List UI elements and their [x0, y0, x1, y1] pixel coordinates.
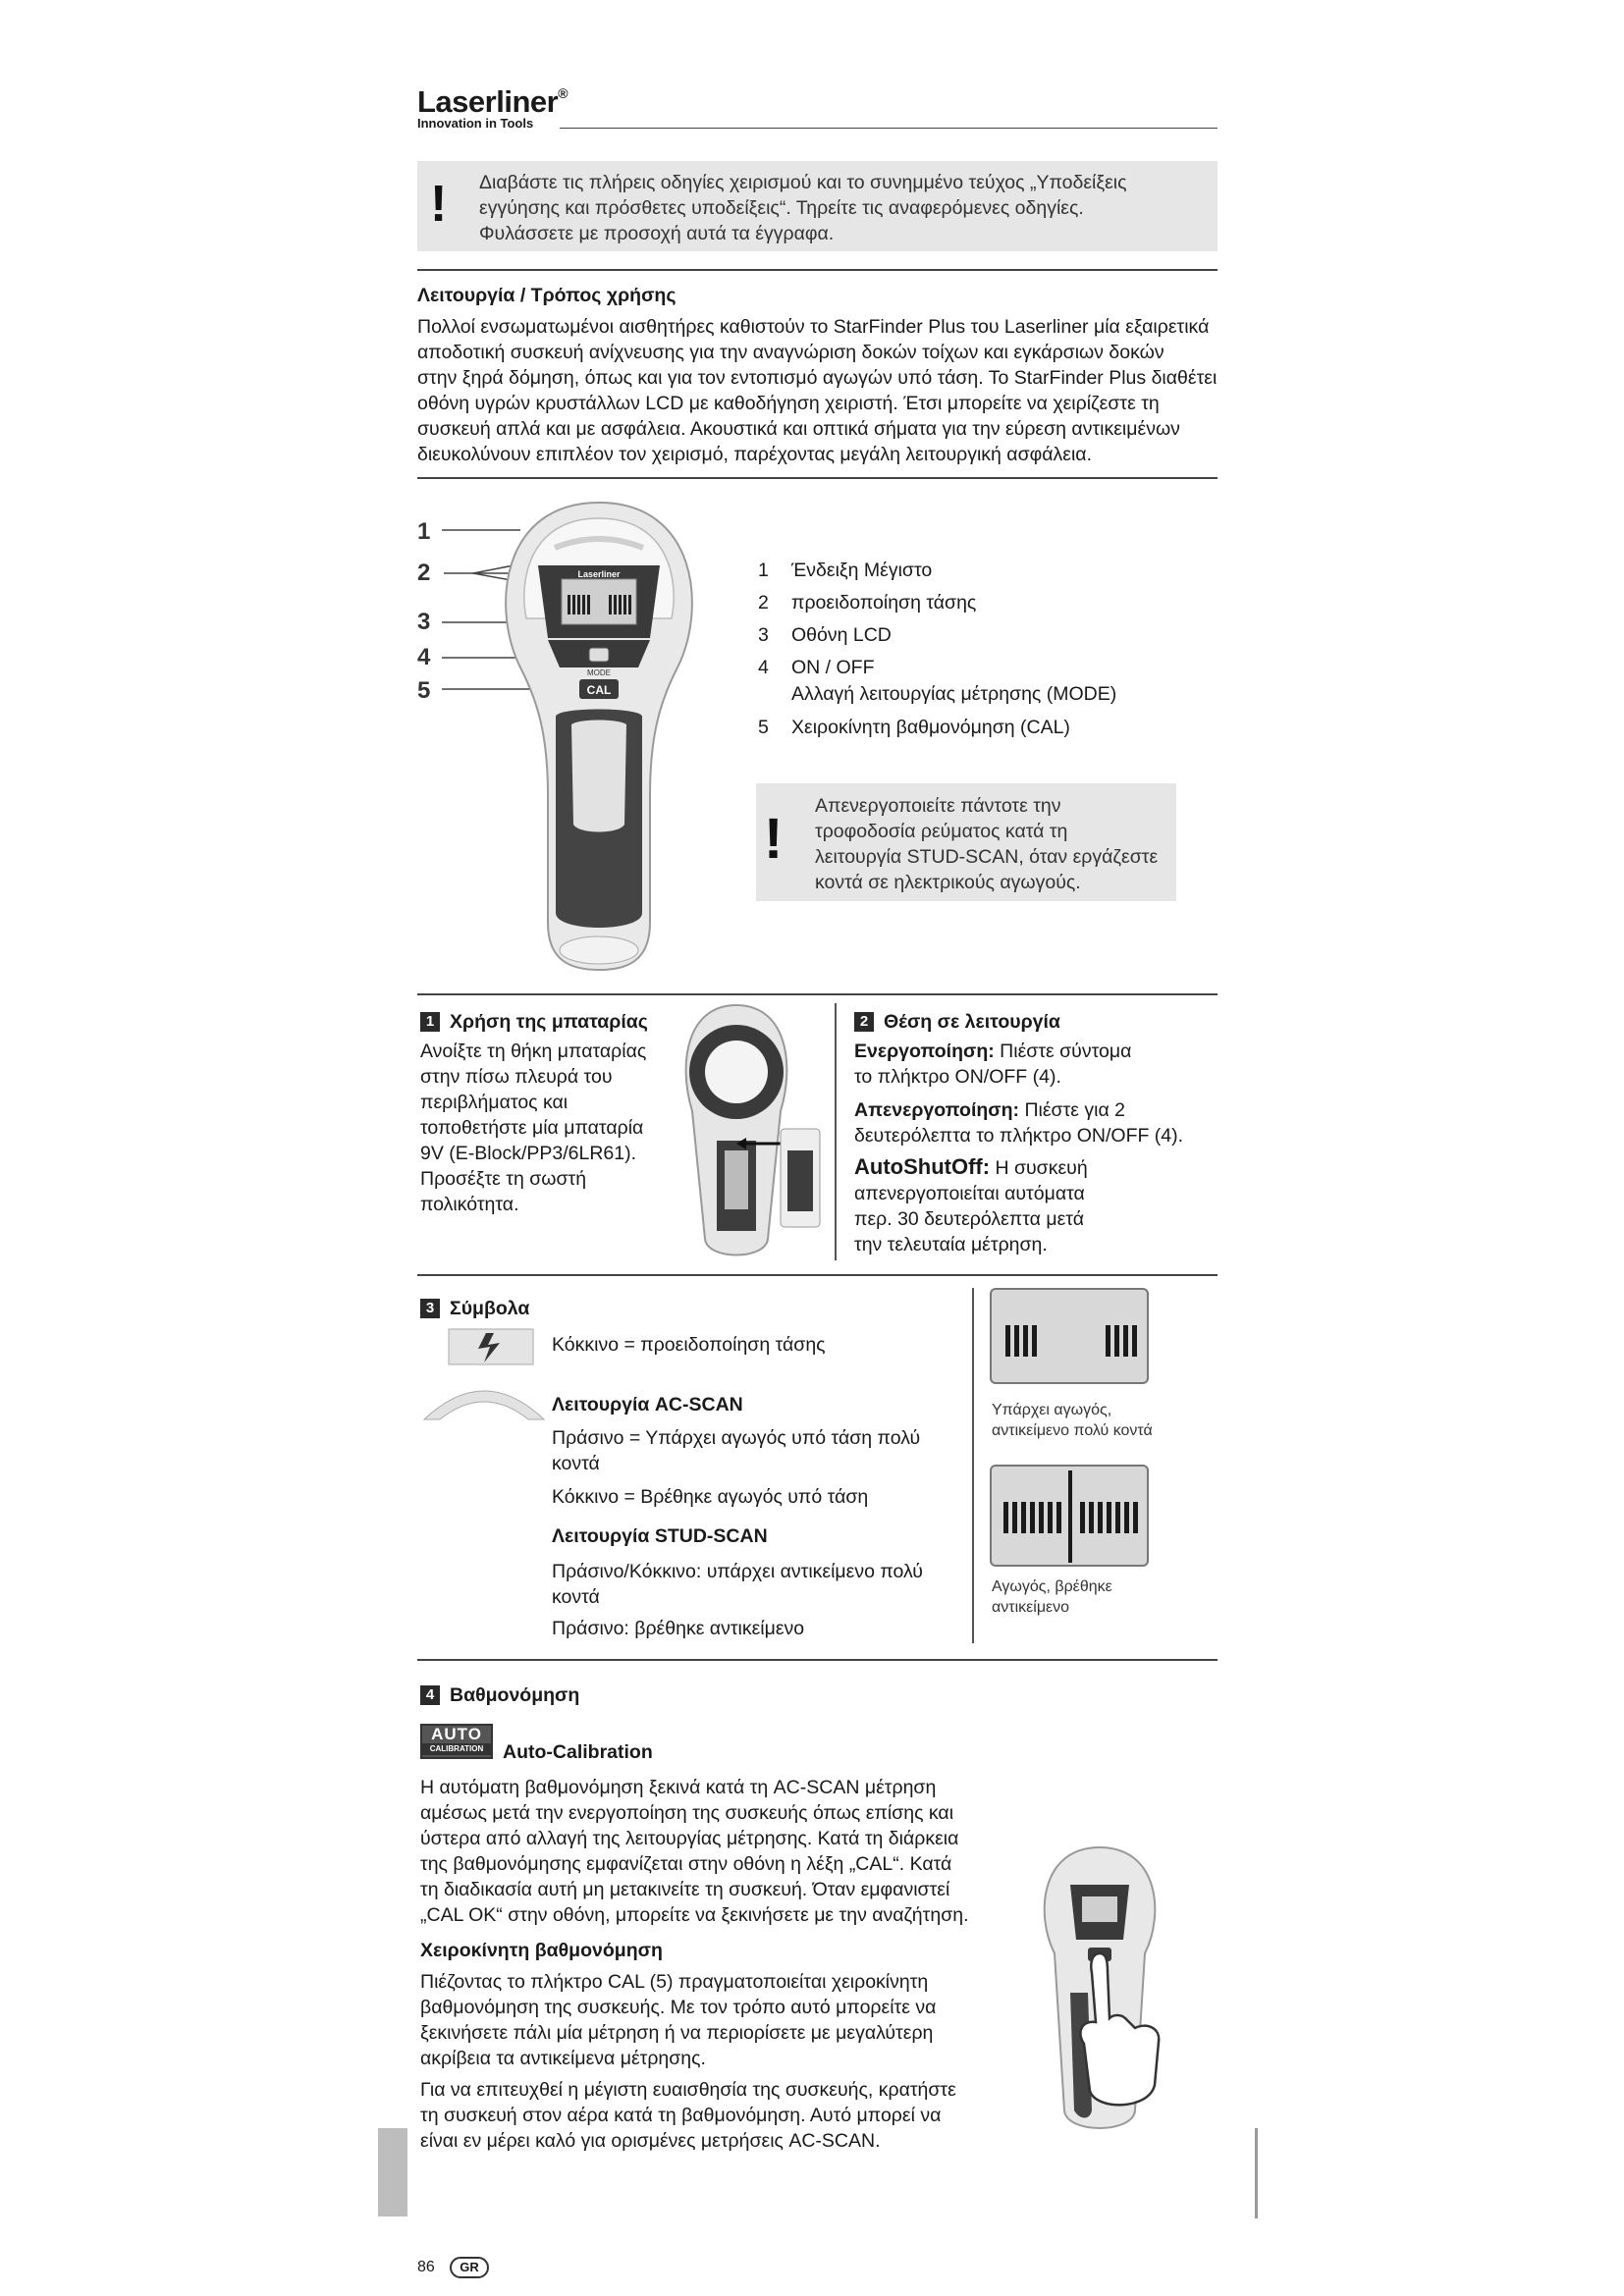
- page-number: 86: [417, 2259, 435, 2275]
- parts-list-item: 2 προειδοποίηση τάσης: [758, 592, 977, 614]
- section2-heading: [854, 1011, 1060, 1034]
- section1-line: Ανοίξτε τη θήκη μπαταρίας: [420, 1041, 647, 1062]
- stud-green-text: Πράσινο: βρέθηκε αντικείμενο: [552, 1618, 805, 1639]
- section1-line: στην πίσω πλευρά του: [420, 1066, 613, 1088]
- lcd-found-display: [990, 1465, 1149, 1567]
- section1-title: Χρήση της μπαταρίας: [450, 1011, 648, 1033]
- section4-heading: [420, 1684, 579, 1707]
- cal-button-label: CAL: [586, 683, 612, 697]
- stud-gr-text: Πράσινο/Κόκκινο: υπάρχει αντικείμενο πολύ κοντά: [552, 1561, 923, 1608]
- section2-title: Θέση σε λειτουργία: [884, 1011, 1060, 1033]
- section1-heading: [420, 1011, 648, 1034]
- section2-off: Απενεργοποίηση: Πιέστε για 2 δευτερόλεπτα το πλήκτρο ON/OFF (4).: [854, 1099, 1184, 1147]
- language-badge: GR: [450, 2257, 489, 2278]
- section-rule: [417, 993, 1218, 995]
- device-illustration: [432, 501, 727, 972]
- section-rule: [417, 477, 1218, 479]
- section-rule: [417, 1274, 1218, 1276]
- red-voltage-text: Κόκκινο = προειδοποίηση τάσης: [552, 1334, 826, 1356]
- intro-warning-text: [479, 170, 1127, 246]
- warning-icon: !: [764, 807, 784, 871]
- section-rule: [417, 1659, 1218, 1661]
- function-line: διευκολύνουν επιπλέον τον χειρισμό, παρέχοντας μεγάλη λειτουργική ασφάλεια.: [417, 444, 1092, 465]
- section3-title: Σύμβολα: [450, 1298, 530, 1319]
- section2-autoshutoff: AutoShutOff: Η συσκευή απενεργοποιείται αυτόματα περ. 30 δευτερόλεπτα μετά την τελευταία μέτρηση.: [854, 1154, 1088, 1255]
- mode-label: MODE: [587, 668, 611, 677]
- sensitivity-text: Για να επιτευχθεί η μέγιστη ευαισθησία της συσκευής, κρατήστε τη συσκευή στον αέρα κατά τη βαθμονόμηση. Αυτό μπορεί να είναι εν μέρει καλό για ορισμένες μετρήσεις AC-SCAN.: [420, 2079, 956, 2152]
- section1-text: [420, 1039, 646, 1217]
- battery-illustration: [668, 1003, 835, 1268]
- auto-calibration-text: Η αυτόματη βαθμονόμηση ξεκινά κατά τη AC-SCAN μέτρηση αμέσως μετά την ενεργοποίηση της συσκευής όπως επίσης και ύστερα από αλλαγή της λειτουργίας μέτρησης. Κατά τη διάρκεια της βαθμονόμησης εμφανίζεται στην οθόνη η λέξη „CAL“. Κατά τη διαδικασία αυτή μη μετακινείτε τη συσκευή. Όταν εμφανιστεί „CAL OK“ στην οθόνη, μπορείτε να ξεκινήσετε με την αναζήτηση.: [420, 1777, 969, 1926]
- power-warning-line: τροφοδοσία ρεύματος κατά τη: [815, 821, 1068, 842]
- function-line: συσκευή απλά και με ασφάλεια. Ακουστικά και οπτικά σήματα για την εύρεση αντικειμένων: [417, 418, 1180, 440]
- auto-calibration-title: Auto-Calibration: [503, 1741, 653, 1763]
- brand-logo: [417, 84, 568, 131]
- power-warning-line: λειτουργία STUD-SCAN, όταν εργάζεστε: [815, 846, 1159, 868]
- power-warning-line: κοντά σε ηλεκτρικούς αγωγούς.: [815, 872, 1081, 893]
- intro-warning-line: Φυλάσσετε με προσοχή αυτά τα έγγραφα.: [479, 223, 835, 244]
- hand-pressing-cal-illustration: [1031, 1845, 1168, 2140]
- ac-green-text: Πράσινο = Υπάρχει αγωγός υπό τάση πολύ κοντά: [552, 1427, 921, 1474]
- callout-3: 3: [417, 609, 431, 635]
- lcd2-caption: Αγωγός, βρέθηκε αντικείμενο: [992, 1578, 1112, 1616]
- lcd-near-display: [990, 1288, 1149, 1384]
- section2-number: 2: [854, 1012, 874, 1032]
- parts-list-item-cont: Αλλαγή λειτουργίας μέτρησης (MODE): [791, 683, 1117, 705]
- brand-tagline: Innovation in Tools: [417, 116, 534, 131]
- function-line: στην ξηρά δόμηση, όπως και για τον εντοπισμό αγωγών υπό τάση. Το StarFinder Plus διαθέτει: [417, 367, 1218, 389]
- section2-on: Ενεργοποίηση: Πιέστε σύντομα το πλήκτρο ON/OFF (4).: [854, 1041, 1132, 1088]
- column-divider: [835, 1003, 837, 1260]
- ac-scan-arc-icon: [420, 1382, 548, 1421]
- ac-scan-title: Λειτουργία AC-SCAN: [552, 1394, 743, 1415]
- parts-list-item: 5 Χειροκίνητη βαθμονόμηση (CAL): [758, 717, 1070, 738]
- callout-5: 5: [417, 677, 431, 704]
- warning-icon: !: [430, 176, 448, 233]
- manual-calibration-text: Πιέζοντας το πλήκτρο CAL (5) πραγματοποιείται χειροκίνητη βαθμονόμηση της συσκευής. Με τον τρόπο αυτό μπορείτε να ξεκινήσετε πάλι μία μέτρηση ή να περιορίσετε με μεγαλύτερη ακρίβεια τα αντικείμενα μέτρησης.: [420, 1971, 937, 2069]
- section1-line: πολικότητα.: [420, 1194, 519, 1215]
- ac-red-text: Κόκκινο = Βρέθηκε αγωγός υπό τάση: [552, 1486, 869, 1508]
- auto-calibration-badge: [420, 1724, 493, 1759]
- device-brand-label: Laserliner: [577, 569, 621, 579]
- right-margin-line: [1255, 2128, 1258, 2218]
- function-line: Πολλοί ενσωματωμένοι αισθητήρες καθιστούν το StarFinder Plus του Laserliner μία εξαιρετικά: [417, 316, 1210, 338]
- callout-4: 4: [417, 644, 431, 670]
- section1-line: περιβλήματος και: [420, 1092, 568, 1113]
- brand-name: Laserliner: [417, 84, 559, 119]
- autoshutoff-label: AutoShutOff:: [854, 1154, 991, 1179]
- on-label: Ενεργοποίηση:: [854, 1041, 995, 1062]
- lcd1-caption: Υπάρχει αγωγός, αντικείμενο πολύ κοντά: [992, 1402, 1153, 1439]
- section1-line: τοποθετήστε μία μπαταρία: [420, 1117, 644, 1139]
- brand-reg-mark: ®: [558, 85, 568, 101]
- section4-number: 4: [420, 1685, 440, 1705]
- power-warning-line: Απενεργοποιείτε πάντοτε την: [815, 795, 1061, 817]
- badge-top-text: AUTO: [431, 1725, 482, 1743]
- intro-warning-line: εγγύησης και πρόσθετες υποδείξεις“. Τηρείτε τις αναφερόμενες οδηγίες.: [479, 197, 1084, 219]
- section4-title: Βαθμονόμηση: [450, 1684, 580, 1706]
- callout-1: 1: [417, 518, 431, 545]
- function-line: οθόνη υγρών κρυστάλλων LCD με καθοδήγηση χειριστή. Έτσι μπορείτε να χειρίζεστε τη: [417, 393, 1160, 414]
- header-rule: [560, 128, 1218, 129]
- section1-number: 1: [420, 1012, 440, 1032]
- callout-2: 2: [417, 560, 431, 586]
- function-text: [417, 314, 1217, 467]
- parts-list-item: 1 Ένδειξη Μέγιστο: [758, 560, 933, 581]
- section1-line: 9V (E-Block/PP3/6LR61).: [420, 1143, 637, 1164]
- lcd-bars-left: [1003, 1502, 1061, 1533]
- stud-scan-title: Λειτουργία STUD-SCAN: [552, 1525, 768, 1547]
- function-title: Λειτουργία / Τρόπος χρήσης: [417, 285, 677, 306]
- off-label: Απενεργοποίηση:: [854, 1099, 1020, 1121]
- function-line: αποδοτική συσκευή ανίχνευσης για την αναγνώριση δοκών τοίχων και εγκάρσιων δοκών: [417, 342, 1164, 363]
- lcd-bars-right: [1106, 1325, 1137, 1357]
- parts-list-item: 3 Οθόνη LCD: [758, 624, 892, 646]
- section3-heading: [420, 1298, 529, 1320]
- section-rule: [417, 269, 1218, 271]
- left-margin-bar: [378, 2128, 407, 2216]
- section3-number: 3: [420, 1299, 440, 1318]
- section1-line: Προσέξτε τη σωστή: [420, 1168, 587, 1190]
- power-warning-text: [815, 793, 1158, 895]
- voltage-warning-icon: [447, 1325, 535, 1368]
- lcd-bars-right: [1080, 1502, 1138, 1533]
- intro-warning-line: Διαβάστε τις πλήρεις οδηγίες χειρισμού και το συνημμένο τεύχος „Υποδείξεις: [479, 172, 1127, 193]
- column-divider: [972, 1288, 974, 1643]
- badge-bottom-text: CALIBRATION: [422, 1743, 491, 1755]
- parts-list-item: 4 ON / OFF: [758, 657, 875, 678]
- lcd-center-line: [1068, 1470, 1072, 1563]
- manual-calibration-title: Χειροκίνητη βαθμονόμηση: [420, 1940, 663, 1961]
- lcd-bars-left: [1005, 1325, 1037, 1357]
